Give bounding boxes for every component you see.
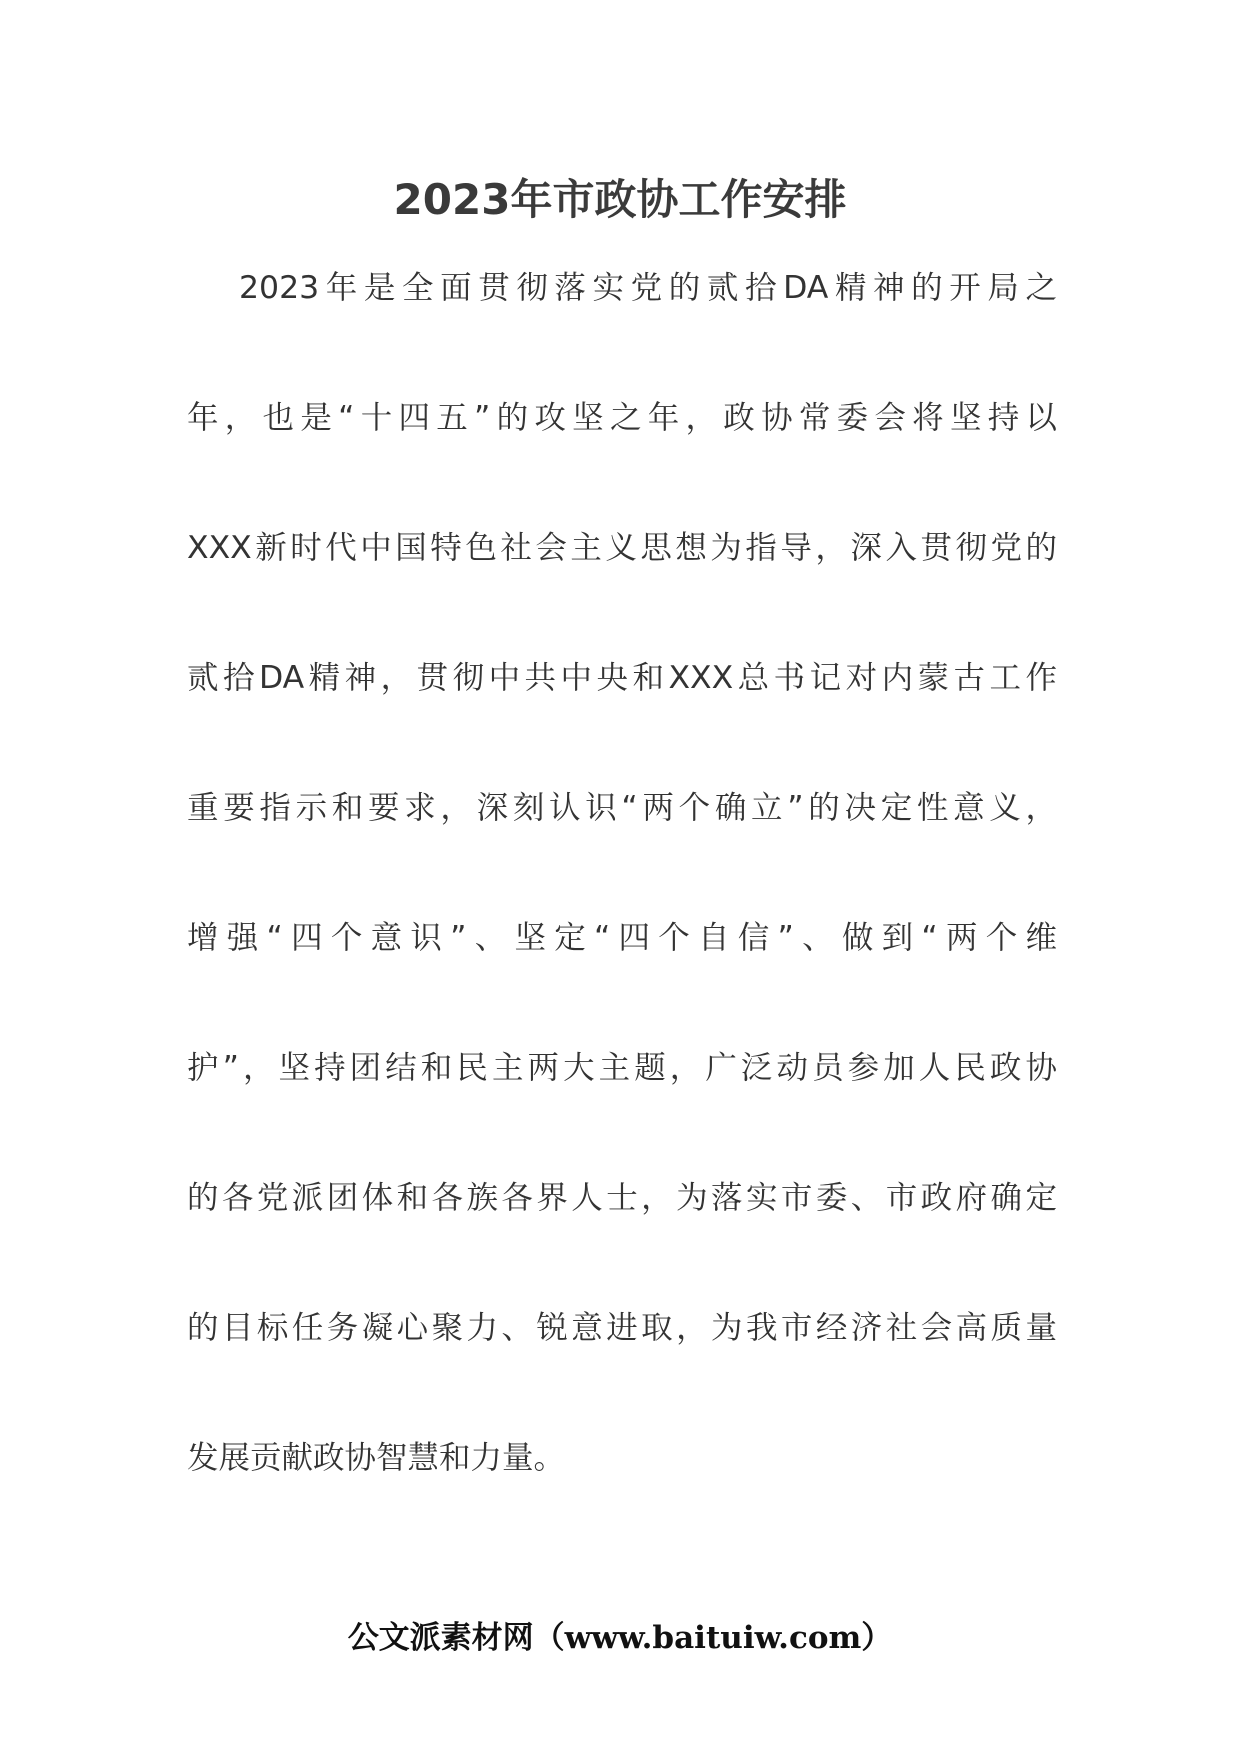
document-title: 2023年市政协工作安排 — [393, 175, 847, 224]
paragraph-line: 贰拾DA精神，贯彻中共中央和XXX总书记对内蒙古工作 — [187, 660, 1057, 696]
body-paragraph — [187, 258, 1057, 1558]
paragraph-line: 重要指示和要求，深刻认识“两个确立”的决定性意义， — [187, 790, 1057, 826]
paragraph-line: 的各党派团体和各族各界人士，为落实市委、市政府确定 — [187, 1180, 1057, 1216]
footer-watermark: 公文派素材网（www.baituiw.com） — [347, 1620, 893, 1656]
paragraph-line: 年，也是“十四五”的攻坚之年，政协常委会将坚持以 — [187, 400, 1057, 436]
paragraph-line: 的目标任务凝心聚力、锐意进取，为我市经济社会高质量 — [187, 1310, 1057, 1346]
paragraph-line: 发展贡献政协智慧和力量。 — [187, 1440, 566, 1476]
paragraph-line: 护”，坚持团结和民主两大主题，广泛动员参加人民政协 — [187, 1050, 1057, 1086]
paragraph-line: 增强“四个意识”、坚定“四个自信”、做到“两个维 — [187, 920, 1057, 956]
paragraph-line: XXX新时代中国特色社会主义思想为指导，深入贯彻党的 — [187, 530, 1057, 566]
paragraph-line: 2023年是全面贯彻落实党的贰拾DA精神的开局之 — [239, 270, 1057, 306]
